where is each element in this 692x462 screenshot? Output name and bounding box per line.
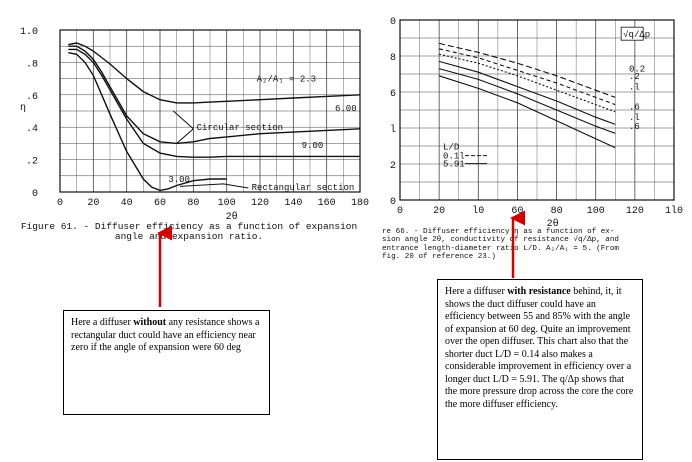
- x-tick-label: 40: [120, 198, 133, 209]
- x-tick-label: l0: [472, 206, 485, 217]
- right-note-post: behind, it, it shows the duct diffuser could have an efficiency between 55 and 85% with the angle of expansion at 60 deg. Quite an improvement over the open diffuser. This chart also that the shorter duct L/D = 0.14 also makes a considerable improvement in efficiency over a longer duct L/D = 5.91. The q/Δp shows that the more pressure drop across the core the core the more diffuser efficiency.: [445, 286, 634, 410]
- y-tick-label: .8: [25, 59, 38, 71]
- x-tick-label: 180: [350, 198, 370, 209]
- right-note-pre: Here a diffuser: [445, 286, 508, 297]
- rectangular-leader-line: [180, 184, 248, 188]
- series-label-9: 9.00: [301, 141, 324, 152]
- resistance-value-label: .6: [628, 102, 640, 113]
- y-axis-label: η: [20, 103, 27, 114]
- x-tick-label: 20: [433, 206, 446, 217]
- y-tick-label: 1.0: [19, 27, 38, 38]
- series-line: [439, 69, 615, 134]
- series-line: [439, 76, 615, 148]
- x-tick-label: 60: [153, 198, 167, 209]
- x-tick-label: 60: [511, 206, 524, 217]
- y-tick-label: 8: [389, 53, 396, 64]
- left-chart-caption: Figure 61. - Diffuser efficiency as a function of expansion angle and expansion ratio.: [20, 221, 358, 243]
- x-axis-label: 2θ: [546, 219, 559, 226]
- right-note-bold: with resistance: [507, 286, 571, 297]
- right-chart-panel: [372, 0, 692, 260]
- resistance-value-label: .2: [628, 71, 640, 82]
- legend-header: L/D: [443, 142, 460, 153]
- resistance-value-label: 0.2: [628, 64, 646, 75]
- y-tick-label: 0: [389, 197, 396, 208]
- resistance-value-label: .l: [628, 113, 640, 124]
- y-tick-label: 0: [389, 17, 396, 28]
- x-tick-label: 0: [396, 206, 404, 217]
- y-tick-label: 2: [389, 161, 396, 172]
- series-line: [439, 43, 615, 97]
- series-label-3: 3.00: [168, 175, 190, 186]
- series-label-6: 6.00: [335, 103, 357, 114]
- y-tick-label: .6: [25, 91, 38, 103]
- x-axis-label: 2θ: [225, 212, 238, 220]
- x-tick-label: 0: [56, 198, 64, 209]
- series-line: [68, 53, 226, 191]
- x-tick-label: 80: [550, 206, 563, 217]
- right-chart: [372, 0, 692, 226]
- x-tick-label: 80: [187, 198, 200, 209]
- x-tick-label: 120: [250, 198, 270, 209]
- left-note-pre: Here a diffuser: [71, 317, 134, 328]
- x-tick-label: 140: [284, 198, 303, 209]
- resistance-value-label: .6: [628, 122, 640, 133]
- circular-section-label: Circular section: [196, 123, 284, 134]
- left-note-bold: without: [133, 317, 167, 328]
- series-line: [439, 49, 615, 105]
- y-tick-label: 0: [31, 189, 38, 200]
- legend-entry-label: 0.1l: [443, 151, 465, 162]
- x-tick-label: 100: [217, 198, 236, 209]
- x-tick-label: 100: [586, 206, 605, 217]
- area-ratio-label: A₂/A₁ = 2.3: [256, 74, 317, 85]
- legend-entry-label: 5.91: [443, 159, 465, 170]
- x-tick-label: 20: [87, 198, 100, 209]
- y-tick-label: 6: [389, 89, 396, 100]
- x-tick-label: 160: [317, 198, 336, 209]
- y-tick-label: l: [389, 125, 396, 136]
- x-tick-label: 120: [625, 206, 644, 217]
- right-note: [437, 279, 643, 460]
- y-tick-label: .2: [25, 156, 38, 168]
- left-note: [63, 310, 270, 415]
- series-line: [439, 54, 615, 112]
- y-tick-label: .4: [25, 124, 38, 136]
- left-note-post: any resistance shows a rectangular duct could have an efficiency near zero if the angle of expansion were 60 deg: [71, 317, 260, 353]
- rectangular-section-label: Rectangular section: [251, 183, 355, 194]
- x-tick-label: 1l0: [664, 206, 684, 217]
- series-line: [439, 61, 615, 124]
- left-chart-panel: [0, 0, 372, 250]
- right-chart-caption: re 66. - Diffuser efficiency η as a function of ex- sion angle 2θ, conductivity of resistance √q/Δp, and entrance length-diameter ratio L/D. A₂/A₁ = 5. (From fig. 20 of reference 23.): [382, 228, 619, 262]
- resistance-label: √q/Δp: [623, 30, 651, 41]
- resistance-value-label: .l: [628, 82, 640, 93]
- left-chart: [0, 0, 372, 220]
